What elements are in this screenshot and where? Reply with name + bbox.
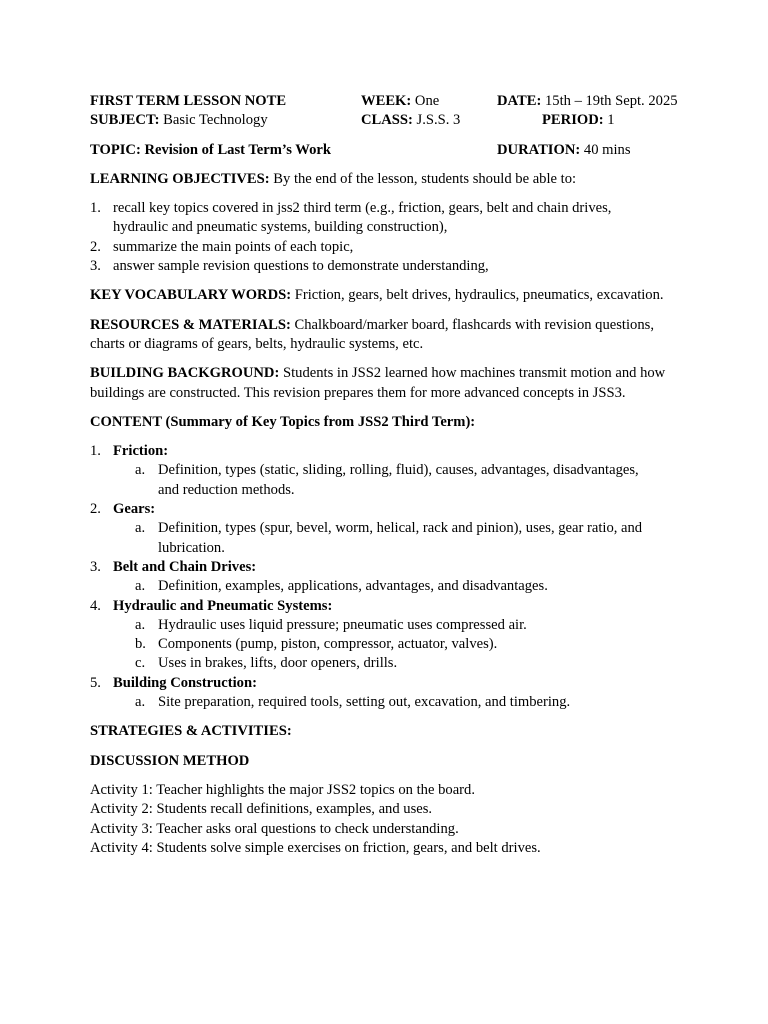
class-label: CLASS: (361, 112, 413, 129)
topic-point (113, 693, 690, 712)
class-field (361, 111, 460, 130)
topic-field (90, 141, 331, 160)
list-marker: 2. (90, 238, 101, 255)
point-text: Uses in brakes, lifts, door openers, drills. (158, 655, 398, 672)
vocabulary-text: Friction, gears, belt drives, hydraulics, pneumatics, excavation. (291, 287, 664, 304)
week-value: One (411, 93, 440, 109)
topic-title: Belt and Chain Drives: (113, 558, 257, 575)
topic-point (113, 616, 690, 635)
objectives-intro-text: By the end of the lesson, students should be able to: (269, 170, 577, 187)
topic-point (113, 635, 690, 654)
objectives-intro (90, 170, 690, 189)
objective-item (90, 257, 690, 276)
list-marker: b. (135, 636, 146, 653)
activity-item: Activity 4: Students solve simple exercises on friction, gears, and belt drives. (90, 839, 541, 856)
activity-item: Activity 2: Students recall definitions, examples, and uses. (90, 801, 433, 818)
content-topic (90, 597, 690, 674)
list-marker: 3. (90, 558, 101, 575)
content-topic (90, 558, 690, 597)
objective-item (90, 238, 690, 257)
objectives-list (90, 199, 690, 276)
activities-list (90, 781, 690, 858)
topic-point (113, 519, 690, 558)
list-marker: a. (135, 578, 146, 595)
lesson-note-page (90, 92, 690, 858)
topic-row (90, 141, 690, 160)
background-label: BUILDING BACKGROUND: (90, 365, 280, 382)
strategies-heading: STRATEGIES & ACTIVITIES: (90, 723, 292, 740)
background-section (90, 364, 690, 403)
resources-section (90, 316, 690, 355)
topic-point (113, 577, 690, 596)
note-title: FIRST TERM LESSON NOTE (90, 93, 287, 109)
topic-title: Gears: (113, 501, 156, 518)
date-label: DATE: (497, 93, 542, 109)
resources-label: RESOURCES & MATERIALS: (90, 316, 291, 333)
list-marker: a. (135, 616, 146, 633)
topic-value: Revision of Last Term’s Work (140, 141, 331, 158)
method-heading: DISCUSSION METHOD (90, 752, 250, 769)
topic-points (113, 693, 690, 712)
point-text: Definition, types (static, sliding, rolling, fluid), causes, advantages, disadvantages, and reduction methods. (158, 462, 639, 498)
period-field (542, 111, 615, 130)
header-row-1 (90, 92, 690, 111)
subject-label: SUBJECT: (90, 112, 160, 129)
topic-point (113, 461, 690, 500)
point-text: Hydraulic uses liquid pressure; pneumatic uses compressed air. (158, 616, 527, 633)
point-text: Components (pump, piston, compressor, actuator, valves). (158, 636, 498, 653)
date-value: 15th – 19th Sept. 2025 (541, 93, 678, 109)
activity-item: Activity 3: Teacher asks oral questions to check understanding. (90, 820, 459, 837)
topic-points (113, 461, 690, 500)
period-label: PERIOD: (542, 112, 604, 129)
subject-field (90, 111, 268, 130)
list-marker: 4. (90, 597, 101, 614)
list-marker: c. (135, 655, 146, 672)
background-text: Students in JSS2 learned how machines transmit motion and how buildings are constructed. This revision prepares them for more advanced concepts in JSS3. (90, 365, 666, 401)
vocabulary-section (90, 286, 690, 305)
topic-point (113, 654, 690, 673)
week-field (361, 92, 439, 111)
class-value: J.S.S. 3 (412, 112, 461, 129)
activity-item: Activity 1: Teacher highlights the major JSS2 topics on the board. (90, 781, 475, 798)
content-topic (90, 500, 690, 558)
objective-text: recall key topics covered in jss2 third term (e.g., friction, gears, belt and chain drives, hydraulic and pneumatic systems, building construction), (113, 200, 612, 236)
vocabulary-label: KEY VOCABULARY WORDS: (90, 287, 292, 304)
point-text: Definition, examples, applications, advantages, and disadvantages. (158, 578, 548, 595)
point-text: Definition, types (spur, bevel, worm, helical, rack and pinion), uses, gear ratio, and lubrication. (158, 520, 643, 556)
header-row-2 (90, 111, 690, 130)
period-value: 1 (603, 112, 615, 129)
objective-text: summarize the main points of each topic, (113, 238, 354, 255)
objective-text: answer sample revision questions to demonstrate understanding, (113, 258, 489, 275)
topic-label: TOPIC: (90, 141, 141, 158)
content-heading: CONTENT (Summary of Key Topics from JSS2 Third Term): (90, 413, 476, 430)
content-topic (90, 442, 690, 500)
content-topic (90, 674, 690, 713)
subject-value: Basic Technology (159, 112, 268, 129)
duration-label: DURATION: (497, 141, 581, 158)
date-field (497, 92, 678, 111)
point-text: Site preparation, required tools, setting out, excavation, and timbering. (158, 694, 571, 711)
objectives-label: LEARNING OBJECTIVES: (90, 170, 270, 187)
list-marker: a. (135, 520, 146, 537)
list-marker: a. (135, 694, 146, 711)
week-label: WEEK: (361, 93, 412, 109)
topic-points (113, 577, 690, 596)
list-marker: 2. (90, 501, 101, 518)
topic-title: Building Construction: (113, 674, 257, 691)
list-marker: a. (135, 462, 146, 479)
objective-item (90, 199, 690, 238)
topic-title: Friction: (113, 443, 169, 460)
resources-text: Chalkboard/marker board, flashcards with revision questions, charts or diagrams of gears, belts, hydraulic systems, etc. (90, 316, 654, 352)
list-marker: 5. (90, 674, 101, 691)
topic-points (113, 519, 690, 558)
topic-points (113, 616, 690, 674)
list-marker: 1. (90, 443, 101, 460)
duration-field (497, 141, 631, 160)
topic-title: Hydraulic and Pneumatic Systems: (113, 597, 333, 614)
content-topics-list (90, 442, 690, 712)
list-marker: 1. (90, 200, 101, 217)
duration-value: 40 mins (580, 141, 631, 158)
list-marker: 3. (90, 258, 101, 275)
